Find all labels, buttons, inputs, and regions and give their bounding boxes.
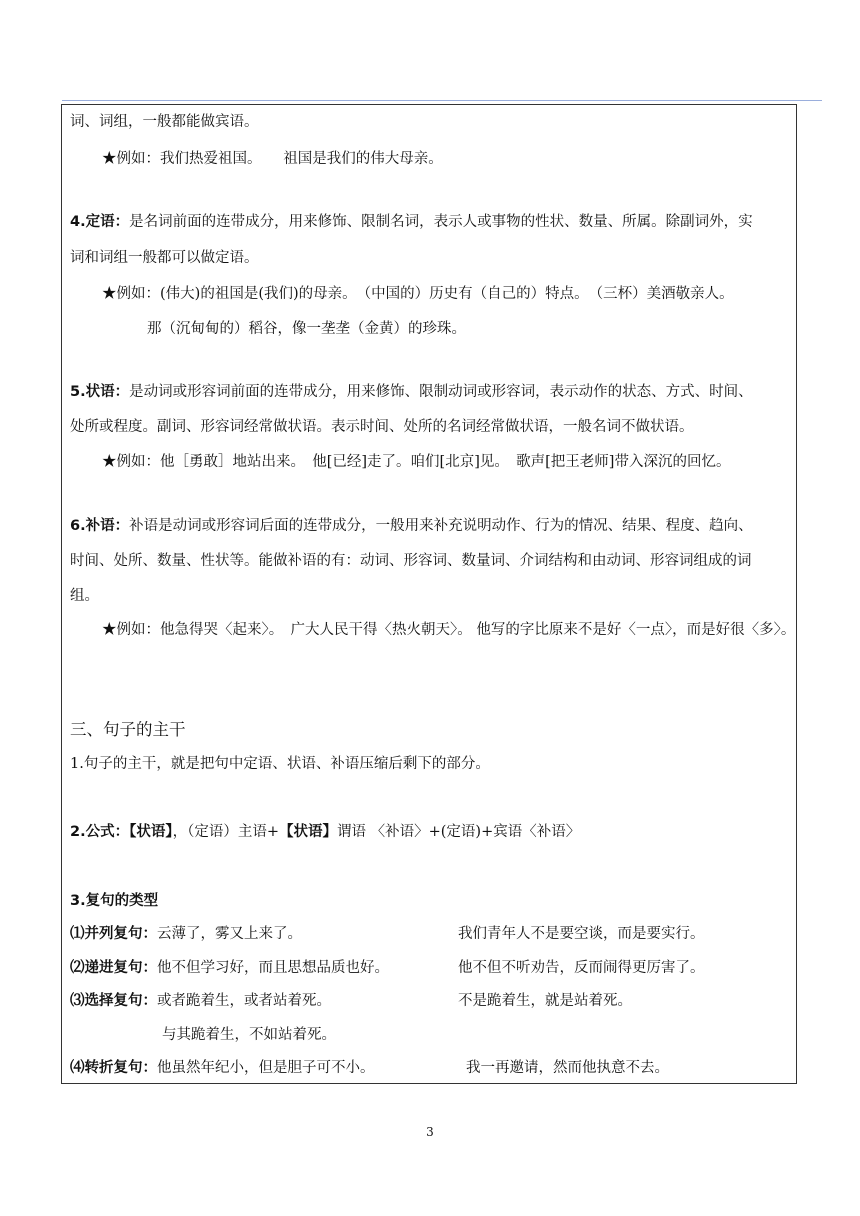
trunk-definition: 1.句子的主干，就是把句中定语、状语、补语压缩后剩下的部分。 — [70, 756, 490, 772]
adverbial-paragraph-line1 — [70, 382, 753, 402]
compound-example-1: 或者跪着生，或者站着死。 — [157, 993, 331, 1009]
complement-paragraph-line1 — [70, 516, 753, 536]
adverbial-text: 是动词或形容词前面的连带成分，用来修饰、限制动词或形容词，表示动作的状态、方式、时间、 — [129, 384, 753, 400]
compound-type-row — [70, 991, 331, 1011]
compound-example-1: 他不但学习好，而且思想品质也好。 — [157, 960, 389, 976]
compound-type-row — [70, 1058, 375, 1078]
compound-example-1: 云薄了，雾又上来了。 — [157, 926, 302, 942]
compound-example-1: 他虽然年纪小，但是胆子可不小。 — [157, 1060, 375, 1076]
compound-type-row — [70, 958, 389, 978]
attributive-text: 是名词前面的连带成分，用来修饰、限制名词，表示人或事物的性状、数量、所属。除副词外，实 — [129, 214, 753, 230]
object-text: 词、词组，一般都能做宾语。 — [70, 114, 259, 130]
complement-label: 6.补语： — [70, 518, 130, 534]
page-number: 3 — [426, 1125, 434, 1139]
formula-mid: ，（定语）主语+ — [172, 824, 280, 840]
compound-type-row — [70, 924, 302, 944]
compound-type-label: ⑴并列复句： — [70, 926, 157, 942]
compound-example-2: 他不但不听劝告，反而闹得更厉害了。 — [458, 960, 705, 976]
attributive-example: ★例如：(伟大)的祖国是(我们)的母亲。 （中国的）历史有（自己的）特点。 （三杯）美酒敬亲人。 — [102, 286, 734, 302]
header-rule — [62, 100, 822, 101]
formula-adverbial-1: 【状语】 — [129, 824, 173, 840]
attributive-example-2: 那（沉甸甸的）稻谷，像一垄垄（金黄）的珍珠。 — [147, 321, 466, 337]
compound-type-label: ⑷转折复句： — [70, 1060, 157, 1076]
compound-example-2: 我一再邀请，然而他执意不去。 — [466, 1060, 669, 1076]
complement-example: ★例如：他急得哭〈起来〉。 广大人民干得〈热火朝天〉。 他写的字比原来不是好〈一点〉，而是好很〈多〉。 — [102, 622, 796, 638]
compound-type-label: ⑵递进复句： — [70, 960, 157, 976]
formula-line — [70, 822, 580, 842]
adverbial-example: ★例如：他［勇敢］地站出来。 他[已经]走了。咱们[北京]见。 歌声[把王老师]带入深沉的回忆。 — [102, 454, 731, 470]
adverbial-paragraph-line2: 处所或程度。副词、形容词经常做状语。表示时间、处所的名词经常做状语，一般名词不做状语。 — [70, 419, 694, 435]
object-example: ★例如：我们热爱祖国。 祖国是我们的伟大母亲。 — [102, 151, 443, 167]
compound-types-heading: 3.复句的类型 — [70, 893, 159, 909]
attributive-paragraph-line1 — [70, 212, 753, 232]
attributive-label: 4.定语： — [70, 214, 130, 230]
compound-example-3: 与其跪着生，不如站着死。 — [162, 1027, 336, 1043]
complement-text: 补语是动词或形容词后面的连带成分，一般用来补充说明动作、行为的情况、结果、程度、趋向、 — [129, 518, 753, 534]
complement-paragraph-line2: 时间、处所、数量、性状等。能做补语的有：动词、形容词、数量词、介词结构和由动词、形容词组成的词 — [70, 553, 752, 569]
formula-label: 2.公式： — [70, 824, 130, 840]
formula-adverbial-2: 【状语】 — [279, 824, 338, 840]
adverbial-label: 5.状语： — [70, 384, 130, 400]
section-heading: 三、句子的主干 — [70, 720, 186, 739]
compound-example-2: 我们青年人不是要空谈，而是要实行。 — [458, 926, 705, 942]
compound-example-2: 不是跪着生，就是站着死。 — [458, 993, 632, 1009]
complement-paragraph-line3: 组。 — [70, 588, 99, 604]
formula-rest: 谓语 〈补语〉+(定语)+宾语〈补语〉 — [337, 824, 581, 840]
attributive-paragraph-line2: 词和词组一般都可以做定语。 — [70, 250, 259, 266]
compound-type-label: ⑶选择复句： — [70, 993, 157, 1009]
